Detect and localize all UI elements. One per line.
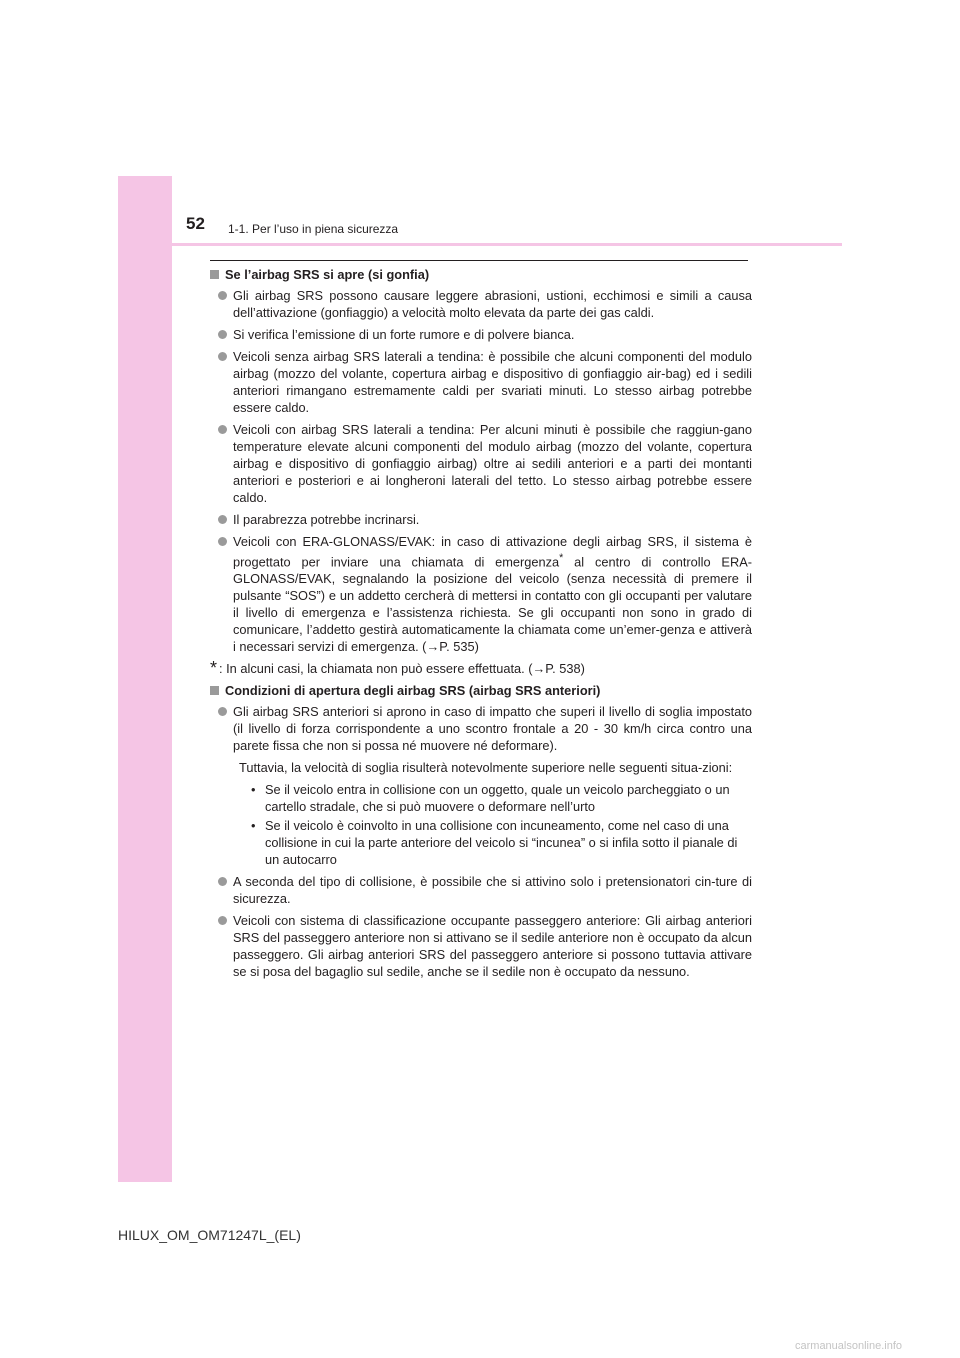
page-number: 52 [186, 214, 205, 233]
paragraph: Tuttavia, la velocità di soglia risulterà notevolmente superiore nelle seguenti situa-zioni: [239, 760, 733, 776]
circle-bullet-icon [218, 291, 227, 300]
footnote-marker: * [210, 658, 218, 679]
circle-bullet-icon [218, 515, 227, 524]
circle-bullet-icon [218, 707, 227, 716]
footnote-marker: * [559, 552, 564, 564]
list-item: Veicoli con airbag SRS laterali a tendina: Per alcuni minuti è possibile che raggiun-gano temperature elevate alcuni componenti del modulo airbag (mozzo del volante, copertura airbag e dispositivo di gonfiaggio airbag) oltre ai sedili anteriori e a parti dei montanti anteriori e posteriori e ai longheroni laterali del tetto. Lo stesso airbag potrebbe essere caldo. [210, 421, 752, 506]
square-bullet-icon [210, 686, 219, 695]
circle-bullet-icon [218, 330, 227, 339]
list-item: A seconda del tipo di collisione, è possibile che si attivino solo i pretensionatori cin-ture di sicurezza. [210, 873, 752, 907]
list-item: Gli airbag SRS anteriori si aprono in caso di impatto che superi il livello di soglia impostato (il livello di forza corrispondente a uno scontro frontale a 20 - 30 km/h circa contro una parete fissa che non si possa né muovere né deformare). [210, 703, 752, 754]
circle-bullet-icon [218, 537, 227, 546]
circle-bullet-icon [218, 916, 227, 925]
square-bullet-icon [210, 270, 219, 279]
content-rule [210, 260, 748, 261]
sub-list-item: • Se il veicolo è coinvolto in una collisione con incuneamento, come nel caso di una collisione in cui la parte anteriore del veicolo si “incunea” o si infila sotto il pianale di un autocarro [251, 818, 738, 868]
list-item: Il parabrezza potrebbe incrinarsi. [210, 511, 752, 528]
chapter-sidebar-tab [118, 176, 172, 1182]
page-content [210, 266, 752, 985]
list-item: Gli airbag SRS possono causare leggere abrasioni, ustioni, ecchimosi e simili a causa dell’attivazione (gonfiaggio) a velocità molto elevata da parte dei gas caldi. [210, 287, 752, 321]
circle-bullet-icon [218, 425, 227, 434]
section-heading-deploy-conditions: Condizioni di apertura degli airbag SRS (airbag SRS anteriori) [210, 682, 752, 699]
section-title: 1-1. Per l’uso in piena sicurezza [228, 222, 399, 236]
watermark: carmanualsonline.info [795, 1340, 903, 1352]
document-id: HILUX_OM_OM71247L_(EL) [118, 1227, 301, 1243]
sub-list-item: • Se il veicolo entra in collisione con un oggetto, quale un veicolo parcheggiato o un cartello stradale, che si può muovere o deformare nell’urto [251, 782, 730, 815]
dot-marker: • [251, 818, 256, 834]
circle-bullet-icon [218, 352, 227, 361]
circle-bullet-icon [218, 877, 227, 886]
footnote: * : In alcuni casi, la chiamata non può essere effettuata. (→P. 538) [210, 658, 585, 679]
list-item: Si verifica l’emissione di un forte rumore e di polvere bianca. [210, 326, 752, 343]
list-item-era-glonass: Veicoli con ERA-GLONASS/EVAK: in caso di attivazione degli airbag SRS, il sistema è progettato per inviare una chiamata di emergenza* al centro di controllo ERA-GLONASS/EVAK, segnalando la posizione del veicolo (senza necessità di premere il pulsante “SOS”) e un addetto cercherà di mettersi in contatto con gli occupanti per valutare il livello di emergenza e l’assistenza richiesta. Se gli occupanti non sono in grado di comunicare, l’addetto gestirà automaticamente la chiamata come un’emer-genza e attiverà i necessari servizi di emergenza. (→P. 535) [210, 533, 752, 655]
dot-marker: • [251, 782, 256, 798]
section-heading-airbag-deploy: Se l’airbag SRS si apre (si gonfia) [210, 266, 752, 283]
list-item: Veicoli senza airbag SRS laterali a tendina: è possibile che alcuni componenti del modulo airbag (mozzo del volante, copertura airbag e dispositivo di gonfiaggio air-bag) ed i sedili anteriori rimangano estremamente caldi per svariati minuti. Lo stesso airbag potrebbe essere caldo. [210, 348, 752, 416]
header-rule [118, 243, 842, 246]
list-item: Veicoli con sistema di classificazione occupante passeggero anteriore: Gli airbag anteriori SRS del passeggero anteriore non si attivano se il sedile anteriore non è occupato da alcun passeggero. Gli airbag anteriori SRS del passeggero anteriore si possono tuttavia attivare se si posa del bagaglio sul sedile, anche se il sedile non è occupato da nessuno. [210, 912, 752, 980]
